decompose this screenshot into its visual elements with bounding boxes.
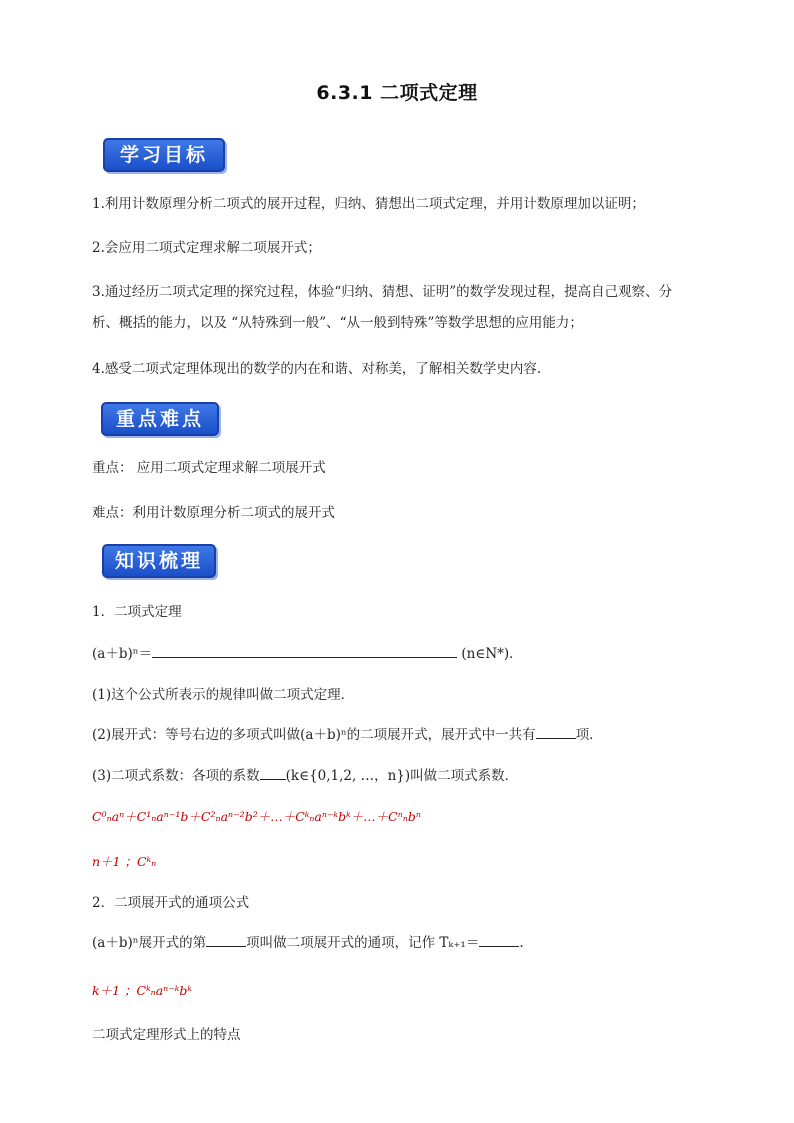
formula-line (92, 643, 523, 664)
section-banner-knowledge: 知识梳理 (102, 544, 216, 578)
item-2 (92, 724, 603, 745)
objective-4: 4.感受二项式定理体现出的数学的内在和谐、对称美，了解相关数学史内容. (92, 361, 542, 377)
item-3-suffix: (k∈{0,1,2, …，n})叫做二项式系数． (285, 768, 519, 784)
difficult-point: 难点：利用计数原理分析二项式的展开式 (92, 505, 335, 521)
item-2-text: (2)展开式：等号右边的多项式叫做(a＋b)ⁿ的二项展开式，展开式中一共有 (92, 727, 536, 743)
key-point: 重点： 应用二项式定理求解二项展开式 (92, 460, 326, 476)
objective-2: 2.会应用二项式定理求解二项展开式； (92, 240, 321, 256)
page-title: 6.3.1 二项式定理 (316, 82, 478, 104)
item-2-suffix: 项． (575, 727, 603, 743)
formula-left: (a＋b)ⁿ＝ (92, 646, 153, 662)
general-term-period: . (519, 935, 524, 951)
general-term-text: (a＋b)ⁿ展开式的第 (92, 935, 207, 951)
answer-blank (479, 932, 519, 947)
formula-right: (n∈N*)． (461, 646, 523, 662)
answer-blank (260, 765, 286, 780)
answer-expansion: C⁰ₙaⁿ＋C¹ₙaⁿ⁻¹b＋C²ₙaⁿ⁻²b²＋…＋Cᵏₙaⁿ⁻ᵏbᵏ＋…＋Cⁿₙbⁿ (92, 809, 421, 824)
heading-binomial-theorem: 1．二项式定理 (92, 604, 182, 620)
answer-blank (536, 724, 576, 739)
answer-blank (152, 643, 457, 658)
general-term-text-2: 项叫做二项展开式的通项，记作 Tₖ₊₁＝ (246, 935, 480, 951)
item-3-text: (3)二项式系数：各项的系数 (92, 768, 260, 784)
general-term-line (92, 932, 524, 953)
item-3 (92, 765, 518, 786)
section-banner-keypoints: 重点难点 (101, 402, 219, 436)
answer-count-coefficient: n＋1 ；Cᵏₙ (92, 854, 157, 869)
answer-blank (206, 932, 246, 947)
heading-features: 二项式定理形式上的特点 (92, 1027, 241, 1043)
objective-1: 1.利用计数原理分析二项式的展开过程，归纳、猜想出二项式定理，并用计数原理加以证明； (92, 196, 645, 212)
answer-general-term: k＋1 ；Cᵏₙaⁿ⁻ᵏbᵏ (92, 983, 192, 998)
section-banner-objectives: 学习目标 (103, 138, 225, 172)
heading-general-term: 2．二项展开式的通项公式 (92, 895, 250, 911)
item-1: (1)这个公式所表示的规律叫做二项式定理． (92, 687, 355, 703)
objective-3: 3.通过经历二项式定理的探究过程，体验“归纳、猜想、证明”的数学发现过程，提高自己观察、分析、概括的能力，以及 “从特殊到一般”、“从一般到特殊”等数学思想的应用能力； (92, 284, 673, 331)
